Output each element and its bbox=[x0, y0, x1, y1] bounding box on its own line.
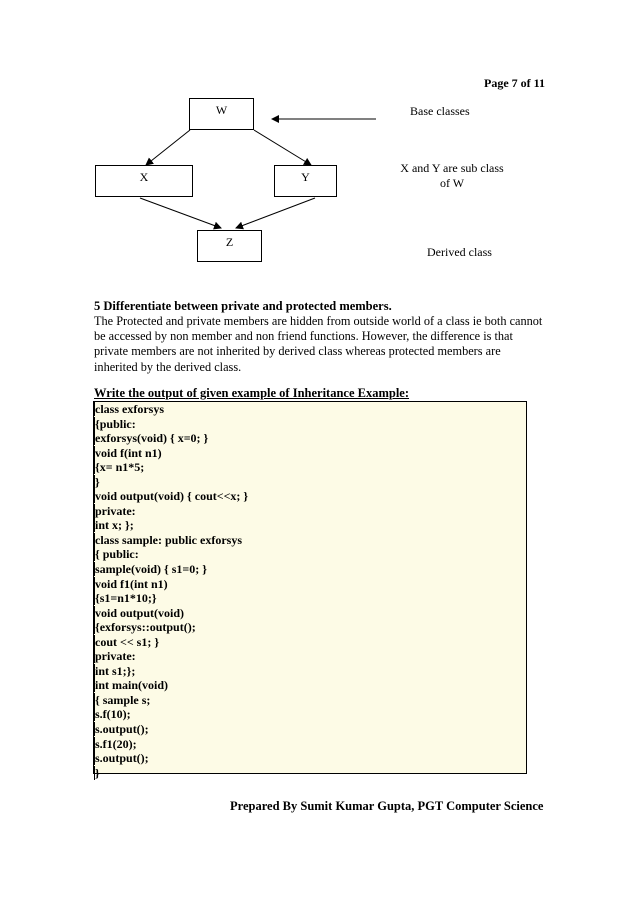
code-line-text: cout << s1; } bbox=[95, 634, 160, 649]
arrow-y-to-z bbox=[236, 198, 315, 228]
code-line bbox=[94, 591, 526, 606]
code-line bbox=[94, 606, 526, 621]
code-line-text: private: bbox=[95, 649, 136, 664]
code-line bbox=[94, 562, 526, 577]
code-line bbox=[94, 693, 526, 708]
code-line bbox=[94, 751, 526, 766]
code-line bbox=[94, 707, 526, 722]
node-x bbox=[95, 165, 193, 197]
code-line-text: private: bbox=[95, 503, 136, 518]
code-line bbox=[94, 518, 526, 533]
node-y bbox=[274, 165, 337, 197]
node-w bbox=[189, 98, 254, 130]
code-line bbox=[94, 635, 526, 650]
code-line bbox=[94, 737, 526, 752]
node-z-label: Z bbox=[225, 235, 234, 249]
code-line-text: } bbox=[95, 765, 100, 780]
note-sub-class-line1: X and Y are sub class bbox=[400, 161, 504, 175]
code-line-text: exforsys(void) { x=0; } bbox=[95, 431, 209, 446]
code-line bbox=[94, 489, 526, 504]
note-base-classes: Base classes bbox=[410, 104, 470, 118]
code-line-text: { public: bbox=[95, 547, 139, 562]
code-line-text: s.f(10); bbox=[95, 707, 131, 722]
node-z bbox=[197, 230, 262, 262]
code-line-text: void f1(int n1) bbox=[95, 576, 168, 591]
question-5-title: 5 Differentiate between private and protected members. bbox=[94, 299, 392, 313]
code-line bbox=[94, 431, 526, 446]
code-line bbox=[94, 620, 526, 635]
code-line-text: s.f1(20); bbox=[95, 736, 137, 751]
footer-credit: Prepared By Sumit Kumar Gupta, PGT Computer Science bbox=[230, 799, 544, 813]
code-line bbox=[94, 766, 526, 781]
code-line-text: class sample: public exforsys bbox=[95, 532, 242, 547]
code-line bbox=[94, 547, 526, 562]
code-line-text: void output(void) bbox=[95, 605, 185, 620]
code-line-text: int s1;}; bbox=[95, 663, 136, 678]
code-line bbox=[94, 475, 526, 490]
code-line bbox=[94, 722, 526, 737]
code-line bbox=[94, 460, 526, 475]
code-line-text: sample(void) { s1=0; } bbox=[95, 562, 207, 577]
code-line-text: {x= n1*5; bbox=[95, 460, 145, 475]
code-line-text: s.output(); bbox=[95, 722, 149, 737]
code-line-text: {public: bbox=[95, 416, 136, 431]
code-line bbox=[94, 402, 526, 417]
arrow-w-to-x bbox=[146, 130, 190, 165]
code-line-text: {exforsys::output(); bbox=[95, 620, 196, 635]
output-question-title: Write the output of given example of Inheritance Example: bbox=[94, 386, 410, 400]
code-line-text: class exforsys bbox=[95, 402, 164, 416]
note-derived-class: Derived class bbox=[427, 245, 492, 259]
diagram-arrows bbox=[0, 0, 638, 300]
code-line-text: {s1=n1*10;} bbox=[95, 591, 157, 606]
code-line-text: int x; }; bbox=[95, 518, 134, 533]
code-line bbox=[94, 533, 526, 548]
code-line-text: s.output(); bbox=[95, 751, 149, 766]
code-line bbox=[94, 504, 526, 519]
code-line-text: { sample s; bbox=[95, 692, 151, 707]
arrow-w-to-y bbox=[254, 130, 311, 165]
code-line-text: void output(void) { cout<<x; } bbox=[95, 489, 249, 504]
code-line bbox=[94, 577, 526, 592]
node-w-label: W bbox=[215, 103, 228, 117]
note-sub-class bbox=[393, 161, 511, 191]
note-sub-class-line2: of W bbox=[439, 176, 465, 190]
node-x-label: X bbox=[139, 170, 149, 184]
node-y-label: Y bbox=[301, 170, 310, 184]
code-block bbox=[93, 401, 527, 780]
code-line bbox=[94, 417, 526, 432]
code-line bbox=[94, 649, 526, 664]
code-line bbox=[94, 664, 526, 679]
page-number: Page 7 of 11 bbox=[484, 76, 545, 90]
arrow-x-to-z bbox=[140, 198, 221, 228]
code-line-text: } bbox=[95, 474, 100, 489]
question-5-answer: The Protected and private members are hidden from outside world of a class ie both cannot be accessed by non member and non friend functions. However, the difference is that private members are not inherited by derived class whereas protected members are inherited by the derived class. bbox=[94, 314, 543, 374]
code-line-text: void f(int n1) bbox=[95, 445, 162, 460]
code-line bbox=[94, 678, 526, 693]
code-line bbox=[94, 446, 526, 461]
code-line-text: int main(void) bbox=[95, 678, 169, 693]
